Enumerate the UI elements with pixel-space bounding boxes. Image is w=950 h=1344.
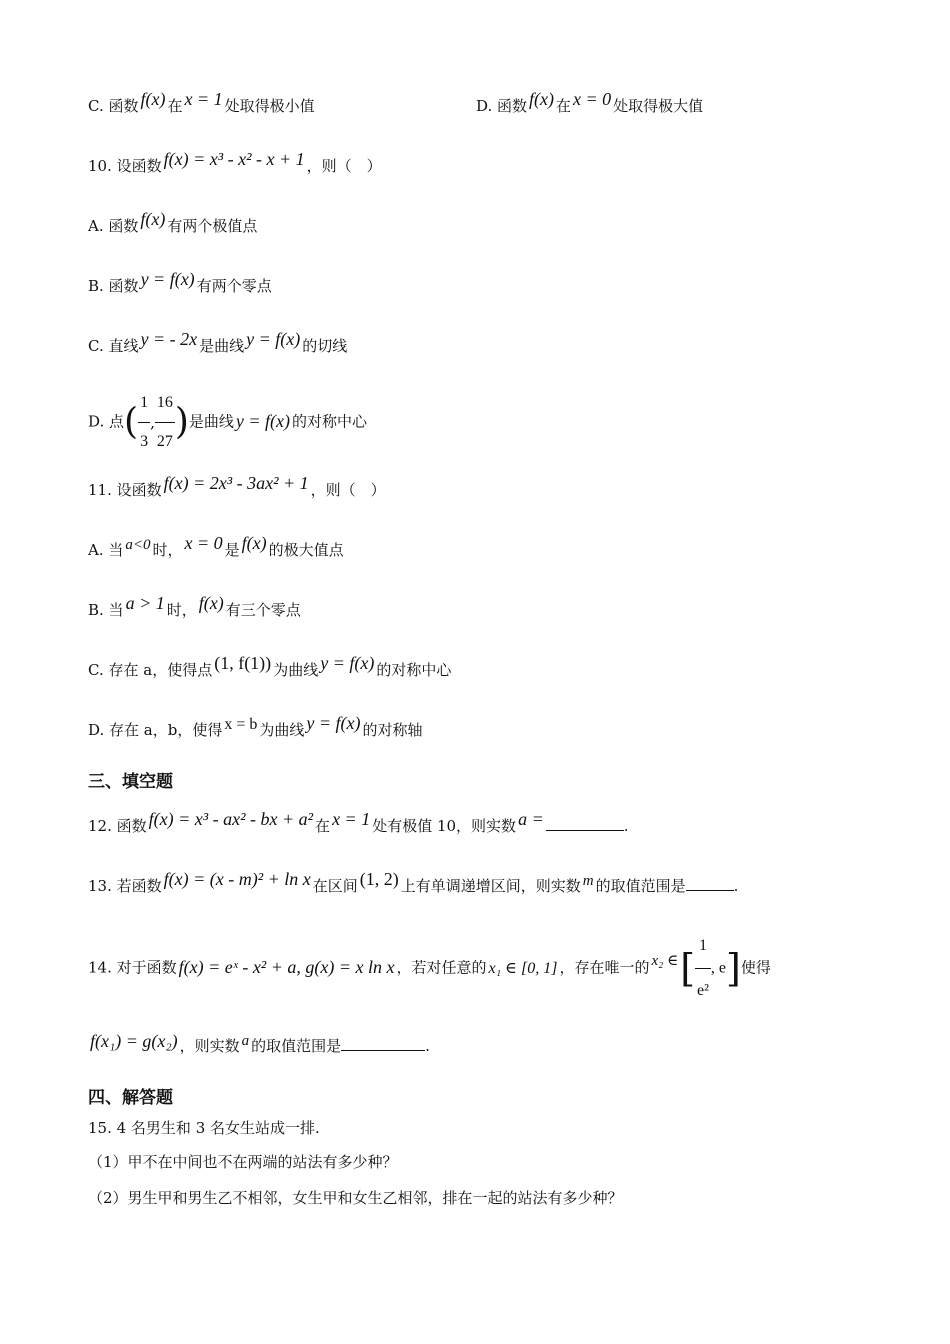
q14-mid1: ，若对任意的 [396, 958, 487, 977]
q10-c-mid: 是曲线 [199, 337, 245, 355]
q11-option-d [88, 713, 423, 739]
q14-mid2: ，存在唯一的 [559, 958, 650, 977]
q11-b-label: B. 当 [88, 601, 124, 619]
q13-answer-blank[interactable] [686, 889, 734, 891]
q11-func: f(x) = 2x³ - 3ax² + 1 [163, 473, 309, 493]
q9-d-fx: f(x) [529, 89, 555, 109]
left-paren: ( [124, 401, 139, 443]
q12-var: a = [518, 809, 544, 829]
q14-tail: 使得 [740, 958, 771, 977]
q11-a-mid2: 是 [224, 541, 240, 559]
section-4-heading: 四、解答题 [88, 1088, 173, 1108]
q11-d-label: D. 存在 a，b，使得 [88, 721, 223, 739]
frac-den: e² [697, 982, 709, 999]
q13-mid2: 上有单调递增区间，则实数 [400, 877, 581, 895]
q11-option-a [88, 533, 344, 559]
q13-interval: (1, 2) [359, 869, 399, 889]
right-bracket: ] [726, 946, 741, 991]
q9-d-tail: 处取得极大值 [613, 97, 704, 115]
frac-one-over-e2 [695, 924, 711, 1013]
q14-func: f(x) = eˣ - x² + a, g(x) = x ln x [178, 956, 395, 977]
q11-c-point: (1, f(1)) [214, 653, 272, 673]
q10-option-a [88, 209, 258, 235]
q11-c-curve: y = f(x) [320, 653, 375, 673]
q15-part1: （1）甲不在中间也不在两端的站法有多少种？ [88, 1153, 398, 1171]
frac-one-third [138, 384, 150, 461]
q10-c-tail: 的切线 [302, 337, 348, 355]
right-paren: ) [174, 401, 189, 443]
q10-b-tail: 有两个零点 [196, 277, 272, 295]
q9-c-fx: f(x) [140, 89, 166, 109]
q11-stem [88, 473, 386, 499]
q12-cond: x = 1 [332, 809, 371, 829]
q11-c-tail: 的对称中心 [376, 661, 452, 679]
q12 [88, 809, 629, 835]
q11-a-cond: a<0 [125, 537, 151, 553]
q14-var: a [241, 1033, 250, 1049]
q13 [88, 869, 739, 895]
q11-d-mid: 为曲线 [259, 721, 305, 739]
q13-mid3: 的取值范围是 [595, 877, 686, 895]
q10-option-c [88, 329, 348, 355]
q10-stem-text: 10. 设函数 [88, 157, 162, 175]
q10-a-fx: f(x) [140, 209, 166, 229]
q10-tail: ，则（ ） [306, 157, 382, 175]
q14-line2 [88, 1031, 430, 1055]
q11-a-point: x = 0 [184, 533, 223, 553]
q13-stem: 13. 若函数 [88, 877, 162, 895]
q13-mid1: 在区间 [312, 877, 358, 895]
q11-a-fx: f(x) [241, 533, 267, 553]
q9-d-label: D. 函数 [476, 97, 528, 115]
q10-d-label: D. 点 [88, 412, 125, 431]
q10-stem [88, 149, 382, 175]
q13-end: . [733, 877, 739, 895]
q10-d-tail: 的对称中心 [292, 412, 368, 431]
q10-d-curve: y = f(x) [235, 410, 291, 431]
frac-num: 16 [155, 384, 175, 423]
q10-option-d [88, 384, 367, 461]
q10-b-label: B. 函数 [88, 277, 139, 295]
frac-end: , e [710, 959, 727, 977]
q11-option-b [88, 593, 301, 619]
q9-option-c [88, 89, 315, 115]
section-3-heading: 三、填空题 [88, 772, 173, 792]
q9-c-tail: 处取得极小值 [224, 97, 315, 115]
q11-c-label: C. 存在 a，使得点 [88, 661, 213, 679]
q10-c-label: C. 直线 [88, 337, 139, 355]
q11-b-cond: a > 1 [125, 593, 165, 613]
q11-b-mid1: 时， [166, 601, 197, 619]
q9-d-cond: x = 0 [573, 89, 612, 109]
frac-den: 3 [140, 433, 149, 450]
q9-c-label: C. 函数 [88, 97, 139, 115]
q14-stem: 14. 对于函数 [88, 958, 177, 977]
q11-a-tail: 的极大值点 [268, 541, 344, 559]
q11-stem-text: 11. 设函数 [88, 481, 162, 499]
frac-16-27 [155, 384, 175, 461]
q15-stem: 15. 4 名男生和 3 名女生站成一排. [88, 1119, 320, 1137]
q11-option-c [88, 653, 452, 679]
q14-eq: f(x₁) = g(x₂) [90, 1031, 178, 1051]
frac-den: 27 [156, 433, 173, 450]
q10-b-fx: y = f(x) [140, 269, 195, 289]
q12-end: . [623, 817, 629, 835]
q11-b-tail: 有三个零点 [225, 601, 301, 619]
q11-d-axis: x = b [224, 716, 258, 733]
comma: , [150, 413, 155, 432]
left-bracket: [ [680, 946, 696, 991]
q14-line1 [88, 924, 771, 1013]
q13-var: m [582, 873, 594, 889]
q12-mid2: 处有极值 10，则实数 [372, 817, 517, 835]
q9-c-mid: 在 [167, 97, 183, 115]
frac-num: 1 [138, 384, 150, 423]
q14-mid3: ，则实数 [179, 1037, 240, 1055]
q13-func: f(x) = (x - m)² + ln x [163, 869, 311, 889]
q11-c-mid: 为曲线 [273, 661, 319, 679]
q9-option-d [476, 89, 704, 115]
q14-end: . [425, 1037, 430, 1055]
q14-x1: x₁ ∈ [0, 1] [488, 959, 558, 977]
q10-c-curve: y = f(x) [246, 329, 301, 349]
q11-d-tail: 的对称轴 [362, 721, 423, 739]
q10-option-b [88, 269, 272, 295]
q11-d-curve: y = f(x) [306, 713, 361, 733]
q14-x2: x₂ ∈ [651, 952, 679, 969]
q9-c-cond: x = 1 [184, 89, 223, 109]
q14-mid4: 的取值范围是 [251, 1037, 342, 1055]
q12-mid1: 在 [315, 817, 331, 835]
q10-a-label: A. 函数 [88, 217, 139, 235]
q14-answer-blank[interactable] [341, 1049, 425, 1051]
q10-a-tail: 有两个极值点 [167, 217, 258, 235]
q9-d-mid: 在 [556, 97, 572, 115]
q12-answer-blank[interactable] [546, 829, 624, 831]
q15-part2: （2）男生甲和男生乙不相邻，女生甲和女生乙相邻，排在一起的站法有多少种？ [88, 1189, 623, 1207]
q12-stem: 12. 函数 [88, 817, 147, 835]
q10-d-mid: 是曲线 [188, 412, 234, 431]
frac-num: 1 [695, 924, 711, 969]
q12-func: f(x) = x³ - ax² - bx + a² [148, 809, 314, 829]
q10-c-line: y = - 2x [140, 329, 198, 349]
q11-a-mid1: 时， [152, 541, 183, 559]
q11-tail: ，则（ ） [310, 481, 386, 499]
q11-b-fx: f(x) [198, 593, 224, 613]
q11-a-label: A. 当 [88, 541, 124, 559]
q10-func: f(x) = x³ - x² - x + 1 [163, 149, 305, 169]
